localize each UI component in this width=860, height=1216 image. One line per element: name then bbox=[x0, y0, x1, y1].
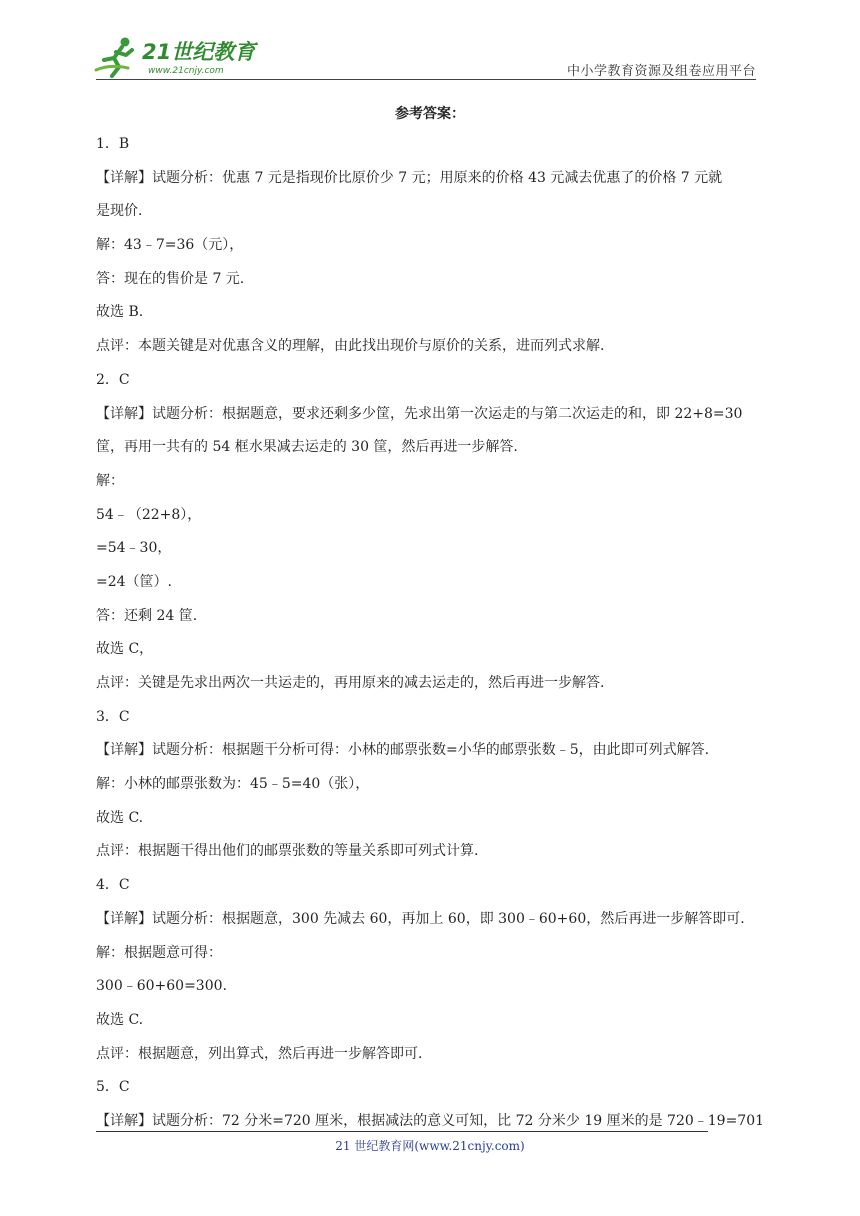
answer-line: 5．C bbox=[96, 1079, 130, 1096]
answer-line: 3．C bbox=[96, 708, 130, 725]
answer-line: =24（筐）. bbox=[96, 573, 172, 590]
answer-line: 【详解】试题分析：72 分米=720 厘米，根据减法的意义可知，比 72 分米少 19 厘米的是 720﹣19=701 bbox=[96, 1112, 765, 1129]
answer-line: 1．B bbox=[96, 136, 130, 152]
answer-line: 解：43﹣7=36（元）， bbox=[96, 237, 244, 254]
answer-key-title: 参考答案： bbox=[395, 106, 465, 122]
answer-line: 54﹣（22+8）， bbox=[96, 506, 202, 523]
site-name: 中小学教育资源及组卷应用平台 bbox=[566, 64, 756, 79]
answer-line: 【详解】试题分析：根据题干分析可得：小林的邮票张数=小华的邮票张数﹣5，由此即可列式解答. bbox=[96, 742, 710, 759]
answer-line: 筐，再用一共有的 54 框水果减去运走的 30 筐，然后再进一步解答. bbox=[96, 439, 518, 456]
answer-line: 点评：关键是先求出两次一共运走的，再用原来的减去运走的，然后再进一步解答. bbox=[96, 675, 605, 691]
answer-line: 答：还剩 24 筐. bbox=[96, 607, 198, 624]
page-header bbox=[0, 0, 860, 90]
answer-line: 故选 C. bbox=[96, 1011, 144, 1028]
answer-line: 故选 B. bbox=[96, 304, 144, 321]
footer-text: 21 世纪教育网(www.21cnjy.com) bbox=[335, 1139, 525, 1153]
footer-divider bbox=[96, 1131, 708, 1132]
runner-icon bbox=[96, 38, 132, 77]
logo bbox=[92, 34, 262, 80]
answer-line: 【详解】试题分析：优惠 7 元是指现价比原价少 7 元；用原来的价格 43 元减去优惠了的价格 7 元就 bbox=[96, 169, 723, 186]
answer-line: 答：现在的售价是 7 元. bbox=[96, 270, 245, 287]
answer-line: 是现价. bbox=[96, 203, 143, 220]
answer-line: 【详解】试题分析：根据题意，要求还剩多少筐，先求出第一次运走的与第二次运走的和，即 22+8=30 bbox=[96, 405, 743, 422]
answer-line: 故选 C， bbox=[96, 641, 154, 658]
logo-url: www.21cnjy.com bbox=[148, 66, 224, 76]
answer-content bbox=[96, 128, 766, 1139]
answer-line: 解：小林的邮票张数为：45﹣5=40（张）， bbox=[96, 776, 370, 793]
answer-line: 4．C bbox=[96, 877, 130, 894]
logo-text: 21世纪教育 bbox=[142, 40, 256, 64]
answer-line: 【详解】试题分析：根据题意，300 先减去 60，再加上 60，即 300﹣60+60，然后再进一步解答即可. bbox=[96, 910, 745, 927]
answer-line: 点评：根据题意，列出算式，然后再进一步解答即可. bbox=[96, 1045, 423, 1062]
answer-line: 点评：根据题干得出他们的邮票张数的等量关系即可列式计算. bbox=[96, 843, 479, 860]
answer-line: 故选 C. bbox=[96, 809, 144, 826]
answer-line: =54﹣30， bbox=[96, 540, 172, 557]
header-divider bbox=[96, 79, 756, 80]
answer-line: 点评：本题关键是对优惠含义的理解，由此找出现价与原价的关系，进而列式求解. bbox=[96, 338, 605, 355]
answer-line: 解： bbox=[96, 472, 124, 489]
answer-line: 解：根据题意可得： bbox=[96, 944, 222, 961]
answer-line: 300﹣60+60=300. bbox=[96, 978, 227, 995]
answer-line: 2．C bbox=[96, 371, 130, 388]
